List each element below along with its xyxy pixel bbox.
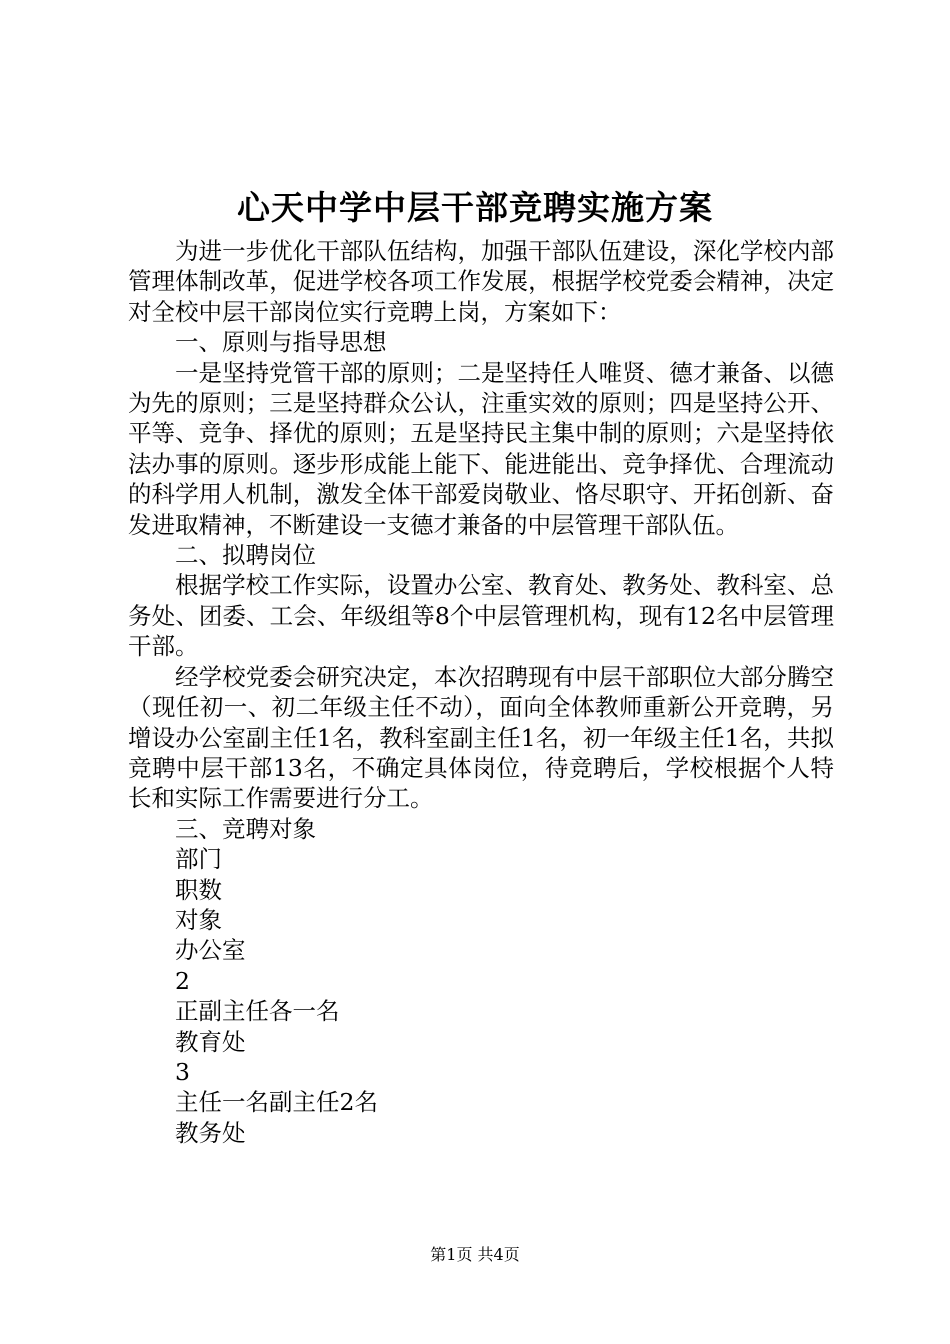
section-heading-targets: 三、竞聘对象 <box>175 814 316 843</box>
section-heading-positions: 二、拟聘岗位 <box>175 541 316 570</box>
section-heading-principles: 一、原则与指导思想 <box>175 328 387 357</box>
table-cell: 教务处 <box>175 1118 246 1147</box>
table-cell: 2 <box>175 966 190 995</box>
table-cell: 职数 <box>175 875 222 904</box>
page-number-footer: 第1页 共4页 <box>430 1245 520 1264</box>
principles-paragraph: 一是坚持党管干部的原则；二是坚持任人唯贤、德才兼备、以德为先的原则；三是坚持群众公认，注重实效的原则；四是坚持公开、平等、竞争、择优的原则；五是坚持民主集中制的原则；六是坚持依法办事的原则。逐步形成能上能下、能进能出、竞争择优、合理流动的科学用人机制，激发全体干部爱岗敬业、恪尽职守、开拓创新、奋发进取精神，不断建设一支德才兼备的中层管理干部队伍。 <box>128 358 834 539</box>
intro-paragraph: 为进一步优化干部队伍结构，加强干部队伍建设，深化学校内部管理体制改革，促进学校各项工作发展，根据学校党委会精神，决定对全校中层干部岗位实行竞聘上岗，方案如下： <box>128 237 834 326</box>
table-cell: 部门 <box>175 845 222 874</box>
table-cell: 办公室 <box>175 936 246 965</box>
decision-paragraph: 经学校党委会研究决定，本次招聘现有中层干部职位大部分腾空（现任初一、初二年级主任不动），面向全体教师重新公开竞聘，另增设办公室副主任1名，教科室副主任1名，初一年级主任1名，共拟竞聘中层干部13名，不确定具体岗位，待竞聘后，学校根据个人特长和实际工作需要进行分工。 <box>128 662 834 813</box>
positions-paragraph: 根据学校工作实际，设置办公室、教育处、教务处、教科室、总务处、团委、工会、年级组等8个中层管理机构，现有12名中层管理干部。 <box>128 571 834 661</box>
table-cell: 正副主任各一名 <box>175 997 340 1026</box>
table-cell: 3 <box>175 1057 190 1086</box>
table-cell: 主任一名副主任2名 <box>175 1088 378 1117</box>
document-body <box>128 236 834 1148</box>
table-cell: 教育处 <box>175 1027 246 1056</box>
table-cell: 对象 <box>175 905 222 934</box>
document-title: 心天中学中层干部竞聘实施方案 <box>237 188 713 227</box>
